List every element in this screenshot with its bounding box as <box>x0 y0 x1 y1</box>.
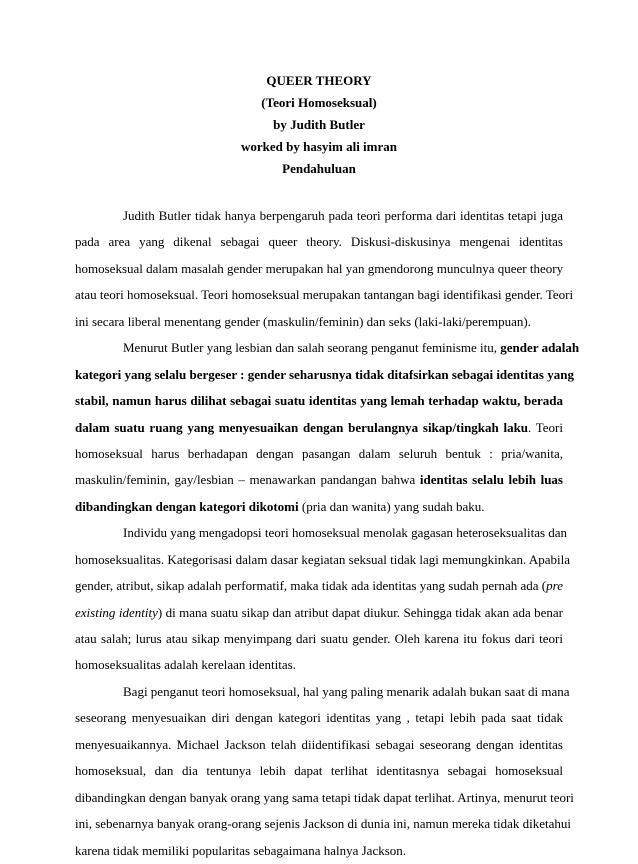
bold-text: stabil, namun harus dilihat sebagai suatu identitas yang lemah terhadap waktu, berada <box>75 393 563 409</box>
text-line <box>75 732 563 758</box>
text-span: pada area yang dikenal sebagai queer theory. Diskusi-diskusinya mengenai identitas <box>75 234 563 250</box>
text-span: homoseksual, dan dia tentunya lebih dapat terlihat identitasnya sebagai homoseksual <box>75 763 563 779</box>
text-span: ) di mana suatu sikap dan atribut dapat diukur. Sehingga tidak akan ada benar <box>157 604 564 620</box>
text-span: menyesuaikannya. Michael Jackson telah diidentifikasi sebagai seseorang dengan identitas <box>75 736 563 752</box>
text-span: karena tidak memiliki popularitas sebagaimana halnya Jackson. <box>75 842 407 858</box>
text-span: homoseksual harus berhadapan dengan pasangan dalam seluruh bentuk : pria/wanita, <box>75 445 563 461</box>
text-span: homoseksualitas adalah kerelaan identitas. <box>75 657 296 673</box>
text-span: homoseksualitas. Kategorisasi dalam dasar kegiatan seksual tidak lagi memungkinkan. Apabila <box>75 551 570 567</box>
body-text <box>75 203 580 864</box>
italic-text: existing identity <box>75 604 158 620</box>
text-span: gender, atribut, sikap adalah performatif, maka tidak ada identitas yang sudah pernah ada ( <box>75 578 547 594</box>
text-line <box>75 256 563 282</box>
text-line <box>75 335 580 361</box>
text-line <box>75 679 570 705</box>
text-line <box>75 415 563 441</box>
text-span: Individu yang mengadopsi teori homoseksual menolak gagasan heteroseksualitas dan <box>123 525 568 541</box>
text-line <box>75 811 572 837</box>
italic-text: pre <box>546 578 563 594</box>
bold-text: dalam suatu ruang yang menyesuaikan dengan berulangnya sikap/tingkah laku <box>75 419 529 435</box>
document-worked-by: worked by hasyim ali imran <box>240 139 397 154</box>
bold-text: gender adalah <box>500 340 580 356</box>
text-line <box>75 467 563 493</box>
text-line <box>75 626 563 652</box>
text-line <box>75 282 574 308</box>
bold-text: kategori yang selalu bergeser : gender seharusnya tidak ditafsirkan sebagai identitas yang <box>75 366 574 382</box>
text-span: homoseksual dalam masalah gender merupakan hal yan gmendorong munculnya queer theory <box>75 260 564 276</box>
text-line <box>75 388 563 414</box>
text-span: ini, sebenarnya banyak orang-orang sejenis Jackson di dunia ini, namun mereka tidak diketahui <box>75 816 572 832</box>
text-line <box>75 758 563 784</box>
text-line <box>75 547 570 573</box>
text-line <box>75 838 563 864</box>
text-span: ini secara liberal menentang gender (maskulin/feminin) dan seks (laki-laki/perempuan). <box>75 313 531 329</box>
text-span: Menurut Butler yang lesbian dan salah seorang penganut feminisme itu, <box>123 340 501 356</box>
text-line <box>75 309 563 335</box>
text-line <box>75 229 563 255</box>
text-span: Judith Butler tidak hanya berpengaruh pada teori performa dari identitas tetapi juga <box>123 208 563 223</box>
document-title: QUEER THEORY <box>266 73 372 88</box>
bold-text: dibandingkan dengan kategori dikotomi <box>75 498 299 514</box>
text-line <box>75 203 563 229</box>
text-line <box>75 600 563 626</box>
text-span: maskulin/feminin, gay/lesbian – menawarkan pandangan bahwa <box>75 472 420 488</box>
text-span: dibandingkan dengan banyak orang yang sama tetapi tidak dapat terlihat. Artinya, menurut teori <box>75 789 574 805</box>
document-author: by Judith Butler <box>273 117 365 132</box>
text-span: . Teori <box>528 419 563 435</box>
section-heading: Pendahuluan <box>282 161 356 176</box>
text-span: Bagi penganut teori homoseksual, hal yang paling menarik adalah bukan saat di mana <box>123 683 570 699</box>
text-line <box>75 785 574 811</box>
text-span: (pria dan wanita) yang sudah baku. <box>298 498 485 514</box>
document-header <box>0 70 638 180</box>
document-subtitle: (Teori Homoseksual) <box>261 95 377 110</box>
text-line <box>75 441 563 467</box>
text-line <box>75 362 574 388</box>
text-span: atau teori homoseksual. Teori homoseksual merupakan tantangan bagi identifikasi gender. Teori <box>75 287 574 303</box>
text-line <box>75 652 563 678</box>
bold-text: identitas selalu lebih luas <box>419 472 563 488</box>
text-span: atau salah; lurus atau sikap menyimpang dari suatu gender. Oleh karena itu fokus dari teori <box>75 631 563 646</box>
text-line <box>75 573 563 599</box>
text-span: seseorang menyesuaikan diri dengan kategori identitas yang , tetapi lebih pada saat tidak <box>75 710 563 726</box>
text-line <box>75 705 563 731</box>
text-line <box>75 494 563 520</box>
text-line <box>75 520 568 546</box>
